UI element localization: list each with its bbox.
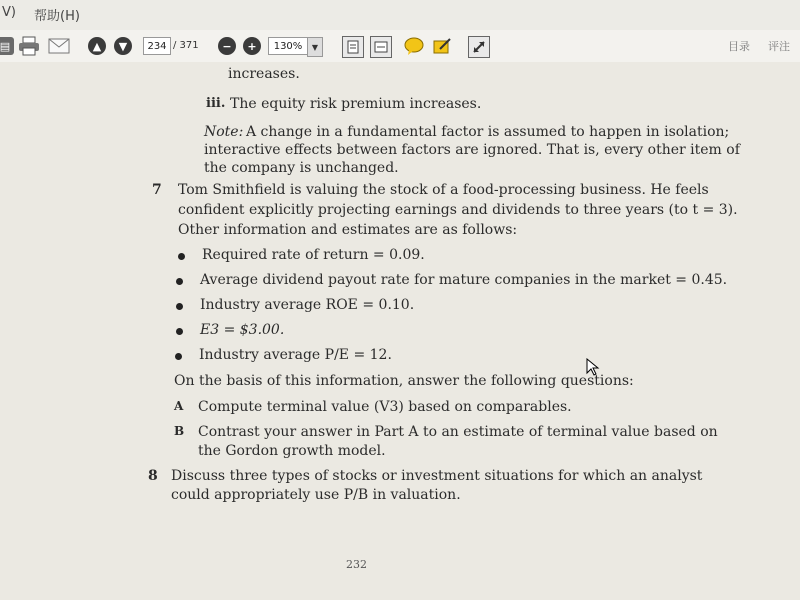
page-number: 232 — [346, 558, 367, 571]
zoom-dropdown-icon[interactable]: ▼ — [307, 37, 323, 57]
note-label: Note: — [204, 124, 244, 140]
email-icon[interactable] — [48, 37, 70, 55]
page-total-label: / 371 — [173, 40, 199, 51]
note-line: A change in a fundamental factor is assumed to happen in isolation; — [246, 124, 730, 140]
next-page-icon[interactable]: ▼ — [114, 37, 132, 55]
bullet-dot — [175, 353, 182, 360]
question-8-number: 8 — [148, 468, 158, 484]
question-7-line: Tom Smithfield is valuing the stock of a food-processing business. He feels — [178, 182, 709, 198]
menu-bar — [0, 0, 800, 31]
part-b-letter: B — [174, 424, 185, 438]
previous-page-icon[interactable]: ▲ — [88, 37, 106, 55]
part-a-text: Compute terminal value (V3) based on comparables. — [198, 399, 572, 415]
bullet-dot — [176, 278, 183, 285]
fit-width-icon[interactable] — [370, 36, 392, 58]
item-iii-marker: iii. — [206, 96, 226, 111]
note-line: interactive effects between factors are ignored. That is, every other item of — [204, 142, 740, 158]
part-b-line: Contrast your answer in Part A to an estimate of terminal value based on — [198, 424, 718, 440]
page-number-input[interactable]: 234 — [143, 37, 171, 55]
bullet-text: Industry average P/E = 12. — [199, 347, 392, 363]
part-a-letter: A — [174, 399, 184, 413]
question-7-line: confident explicitly projecting earnings and dividends to three years (to t = 3). — [178, 202, 738, 218]
zoom-in-icon[interactable]: + — [243, 37, 261, 55]
part-b-line: the Gordon growth model. — [198, 443, 386, 459]
print-icon[interactable] — [18, 36, 40, 56]
bullet-dot — [178, 253, 185, 260]
bullet-dot — [176, 303, 183, 310]
menu-help[interactable]: 帮助(H) — [34, 9, 80, 24]
question-7-line: Other information and estimates are as follows: — [178, 222, 518, 238]
question-7-number: 7 — [152, 182, 162, 198]
bullet-text: Average dividend payout rate for mature companies in the market = 0.45. — [200, 272, 728, 288]
bullet-text: E3 = $3.00. — [200, 322, 285, 338]
comments-label[interactable]: 评注 — [768, 40, 790, 53]
toolbar — [0, 30, 800, 63]
save-icon[interactable]: ▤ — [0, 37, 14, 55]
bullet-text: Industry average ROE = 0.10. — [200, 297, 415, 313]
text-line: increases. — [228, 66, 300, 82]
question-7-instruction: On the basis of this information, answer the following questions: — [174, 373, 634, 389]
comment-icon[interactable] — [404, 36, 424, 56]
document-page — [0, 62, 800, 600]
zoom-input[interactable]: 130% — [268, 37, 308, 55]
note-line: the company is unchanged. — [204, 160, 399, 176]
bullet-dot — [176, 328, 183, 335]
question-8-line: Discuss three types of stocks or investment situations for which an analyst — [171, 468, 703, 484]
fit-page-icon[interactable] — [342, 36, 364, 58]
menu-view[interactable]: V) — [2, 5, 16, 20]
bullet-text: Required rate of return = 0.09. — [202, 247, 425, 263]
question-8-line: could appropriately use P/B in valuation. — [171, 487, 461, 503]
fullscreen-icon[interactable] — [468, 36, 490, 58]
toc-label[interactable]: 目录 — [728, 40, 750, 53]
highlight-icon[interactable] — [432, 36, 452, 56]
zoom-out-icon[interactable]: − — [218, 37, 236, 55]
item-iii-text: The equity risk premium increases. — [230, 96, 482, 112]
